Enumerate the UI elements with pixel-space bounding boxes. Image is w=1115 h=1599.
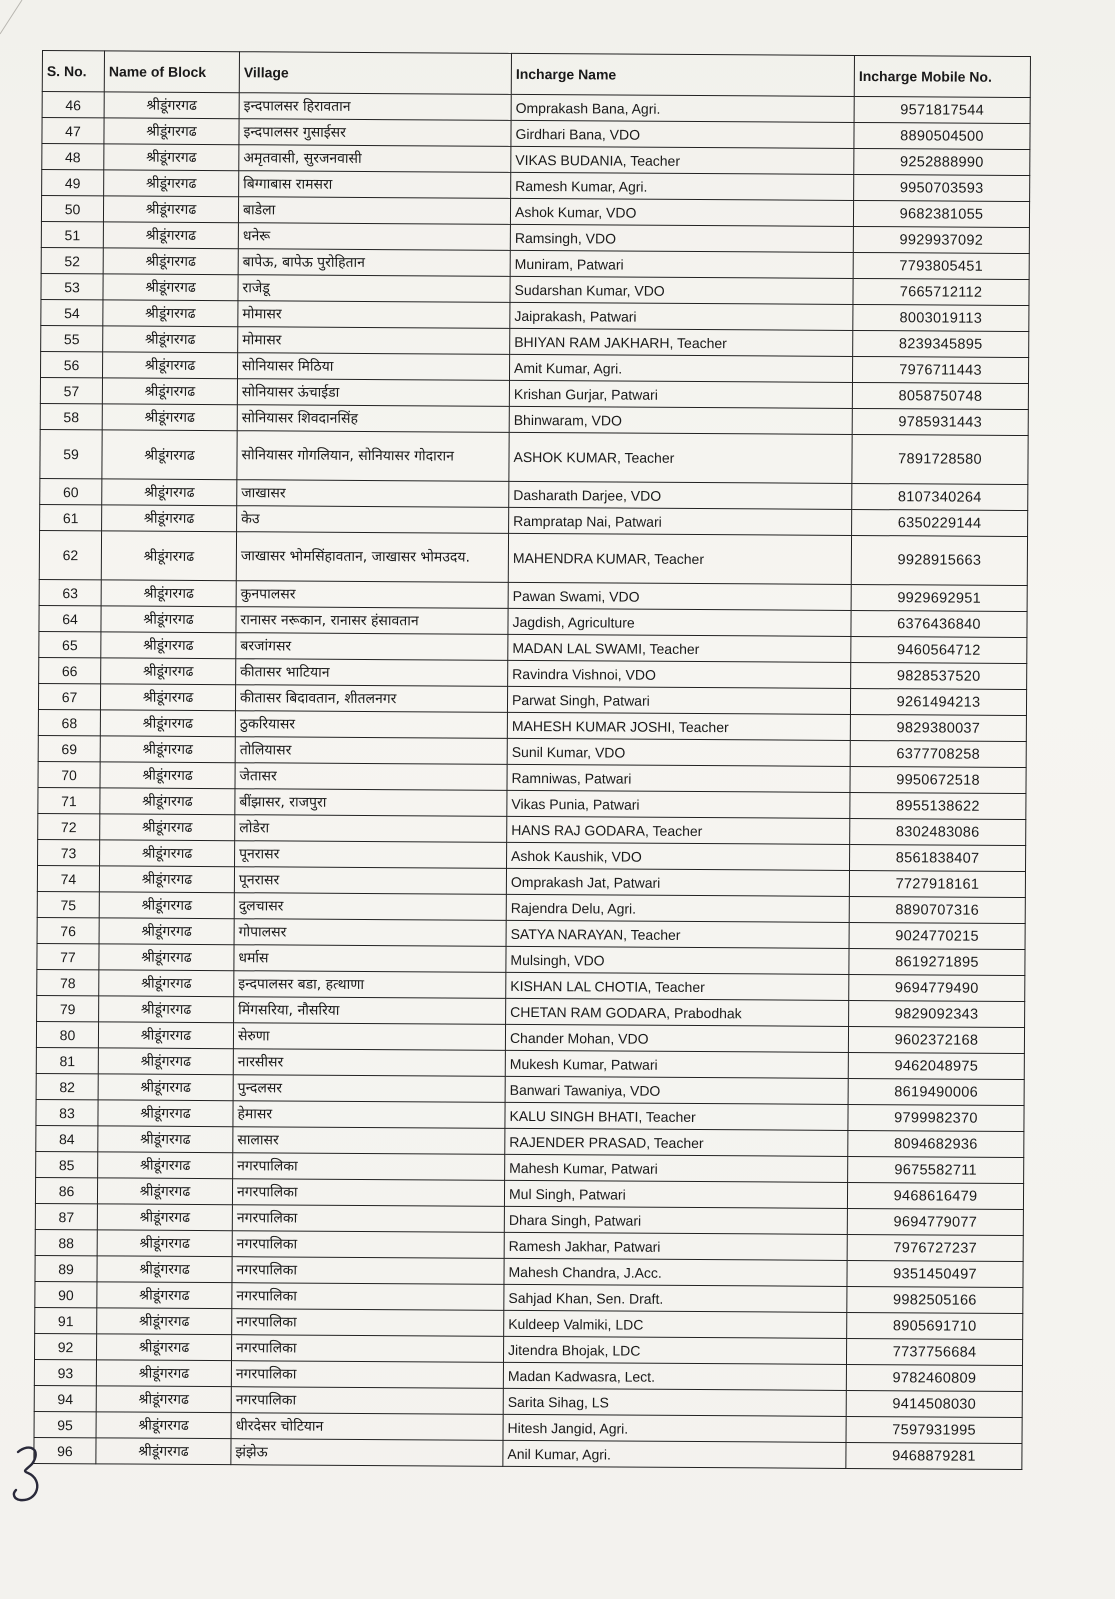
row-incharge-name: Dasharath Darjee, VDO — [509, 481, 852, 509]
row-block: श्रीडूंगरगढ — [100, 736, 235, 763]
row-sno: 54 — [41, 299, 103, 325]
row-incharge-name: Ramsingh, VDO — [510, 224, 853, 252]
row-village: नगरपालिका — [233, 1153, 505, 1181]
row-block: श्रीडूंगरगढ — [98, 1126, 233, 1153]
row-village: धर्मास — [234, 945, 506, 973]
row-sno: 74 — [37, 865, 99, 891]
row-mobile-number: 9252888990 — [854, 148, 1030, 175]
row-incharge-name: Anil Kumar, Agri. — [503, 1440, 846, 1468]
row-sno: 49 — [42, 170, 104, 196]
row-incharge-name: Ashok Kumar, VDO — [510, 198, 853, 226]
row-incharge-name: Krishan Gurjar, Patwari — [509, 380, 852, 408]
row-block: श्रीडूंगरगढ — [97, 1256, 232, 1283]
row-sno: 88 — [35, 1229, 97, 1255]
row-sno: 60 — [40, 478, 102, 504]
row-village: ठुकरियासर — [235, 711, 507, 739]
row-sno: 86 — [35, 1177, 97, 1203]
row-block: श्रीडूंगरगढ — [97, 1282, 232, 1309]
row-village: बाडेला — [238, 197, 510, 225]
row-block: श्रीडूंगरगढ — [102, 378, 237, 405]
row-block: श्रीडूंगरगढ — [101, 632, 236, 659]
row-sno: 70 — [38, 761, 100, 787]
row-village: नगरपालिका — [231, 1387, 503, 1415]
row-block: श्रीडूंगरगढ — [103, 248, 238, 275]
row-block: श्रीडूंगरगढ — [102, 479, 237, 506]
row-village: हेमासर — [233, 1101, 505, 1129]
table-row — [34, 1437, 1022, 1469]
row-sno: 82 — [36, 1073, 98, 1099]
row-incharge-name: Muniram, Patwari — [510, 250, 853, 278]
row-block: श्रीडूंगरगढ — [104, 144, 239, 171]
row-incharge-name: Madan Kadwasra, Lect. — [503, 1362, 846, 1390]
row-sno: 83 — [36, 1099, 98, 1125]
row-sno: 81 — [36, 1047, 98, 1073]
row-incharge-name: Rajendra Delu, Agri. — [506, 894, 849, 922]
row-block: श्रीडूंगरगढ — [100, 710, 235, 737]
row-village: बापेऊ, बापेऊ पुरोहितान — [238, 249, 510, 277]
row-incharge-name: Omprakash Jat, Patwari — [506, 868, 849, 896]
row-incharge-name: Ramniwas, Patwari — [507, 764, 850, 792]
row-mobile-number: 9571817544 — [854, 96, 1030, 123]
row-mobile-number: 8955138622 — [850, 792, 1026, 819]
row-sno: 66 — [39, 657, 101, 683]
row-village: पुन्दलसर — [233, 1075, 505, 1103]
row-block: श्रीडूंगरगढ — [102, 404, 237, 431]
row-mobile-number: 9950672518 — [850, 766, 1026, 793]
row-block: श्रीडूंगरगढ — [99, 892, 234, 919]
row-village: नगरपालिका — [231, 1335, 503, 1363]
row-mobile-number: 7976727237 — [847, 1234, 1023, 1261]
row-sno: 91 — [35, 1307, 97, 1333]
row-incharge-name: Vikas Punia, Patwari — [507, 790, 850, 818]
row-incharge-name: Mukesh Kumar, Patwari — [505, 1050, 848, 1078]
row-incharge-name: KISHAN LAL CHOTIA, Teacher — [506, 972, 849, 1000]
row-sno: 87 — [35, 1203, 97, 1229]
row-sno: 51 — [41, 221, 103, 247]
row-village: सेरुणा — [233, 1023, 505, 1051]
row-mobile-number: 6350229144 — [852, 509, 1028, 536]
row-incharge-name: Banwari Tawaniya, VDO — [505, 1076, 848, 1104]
row-incharge-name: Girdhari Bana, VDO — [511, 120, 854, 148]
row-mobile-number: 7665712112 — [853, 278, 1029, 305]
row-sno: 57 — [40, 377, 102, 403]
row-block: श्रीडूंगरगढ — [96, 1386, 231, 1413]
row-block: श्रीडूंगरगढ — [102, 430, 237, 480]
row-sno: 64 — [39, 605, 101, 631]
row-block: श्रीडूंगरगढ — [103, 196, 238, 223]
row-mobile-number: 8094682936 — [848, 1130, 1024, 1157]
row-block: श्रीडूंगरगढ — [104, 170, 239, 197]
row-mobile-number: 9414508030 — [846, 1390, 1022, 1417]
row-block: श्रीडूंगरगढ — [96, 1438, 231, 1465]
row-village: कुनपालसर — [236, 581, 508, 609]
row-block: श्रीडूंगरगढ — [104, 92, 239, 119]
row-block: श्रीडूंगरगढ — [98, 1152, 233, 1179]
row-block: श्रीडूंगरगढ — [100, 788, 235, 815]
row-sno: 92 — [35, 1333, 97, 1359]
row-block: श्रीडूंगरगढ — [101, 580, 236, 607]
row-block: श्रीडूंगरगढ — [98, 1022, 233, 1049]
row-sno: 75 — [37, 891, 99, 917]
row-mobile-number: 9460564712 — [851, 636, 1027, 663]
row-mobile-number: 9694779490 — [849, 974, 1025, 1001]
row-mobile-number: 7976711443 — [852, 356, 1028, 383]
row-sno: 55 — [41, 325, 103, 351]
row-incharge-name: Chander Mohan, VDO — [505, 1024, 848, 1052]
table-row — [39, 530, 1027, 585]
row-incharge-name: ASHOK KUMAR, Teacher — [509, 432, 852, 483]
row-sno: 52 — [41, 247, 103, 273]
row-sno: 79 — [37, 995, 99, 1021]
row-village: इन्दपालसर बडा, हत्थाणा — [234, 971, 506, 999]
table-row — [40, 429, 1028, 484]
row-incharge-name: Mulsingh, VDO — [506, 946, 849, 974]
row-village: जाखासर भोमसिंहावतान, जाखासर भोमउदय. — [236, 532, 508, 583]
row-incharge-name: Mul Singh, Patwari — [504, 1180, 847, 1208]
row-mobile-number: 9928915663 — [851, 535, 1027, 585]
row-block: श्रीडूंगरगढ — [103, 300, 238, 327]
row-incharge-name: Jaiprakash, Patwari — [510, 302, 853, 330]
row-village: नगरपालिका — [232, 1257, 504, 1285]
row-block: श्रीडूंगरगढ — [97, 1230, 232, 1257]
row-mobile-number: 8905691710 — [847, 1312, 1023, 1339]
row-village: जेतासर — [235, 763, 507, 791]
row-incharge-name: Ashok Kaushik, VDO — [507, 842, 850, 870]
table-header-row — [42, 51, 1030, 98]
row-incharge-name: Mahesh Kumar, Patwari — [505, 1154, 848, 1182]
row-village: सोनियासर ऊंचाईडा — [237, 379, 509, 407]
header-incharge: Incharge Name — [511, 53, 854, 96]
row-mobile-number: 8239345895 — [853, 330, 1029, 357]
row-village: मोमासर — [238, 327, 510, 355]
row-incharge-name: Sarita Sihag, LS — [503, 1388, 846, 1416]
row-sno: 48 — [42, 144, 104, 170]
row-incharge-name: SATYA NARAYAN, Teacher — [506, 920, 849, 948]
row-village: राजेडू — [238, 275, 510, 303]
row-village: सोनियासर शिवदानसिंह — [237, 405, 509, 433]
row-incharge-name: CHETAN RAM GODARA, Prabodhak — [506, 998, 849, 1026]
row-incharge-name: HANS RAJ GODARA, Teacher — [507, 816, 850, 844]
row-incharge-name: RAJENDER PRASAD, Teacher — [505, 1128, 848, 1156]
row-village: नगरपालिका — [232, 1205, 504, 1233]
row-sno: 50 — [41, 196, 103, 222]
row-incharge-name: KALU SINGH BHATI, Teacher — [505, 1102, 848, 1130]
row-mobile-number: 8890707316 — [849, 896, 1025, 923]
row-incharge-name: Omprakash Bana, Agri. — [511, 94, 854, 122]
row-block: श्रीडूंगरगढ — [96, 1334, 231, 1361]
row-block: श्रीडूंगरगढ — [100, 684, 235, 711]
header-village: Village — [239, 52, 511, 95]
row-village: नारसीसर — [233, 1049, 505, 1077]
row-block: श्रीडूंगरगढ — [100, 840, 235, 867]
row-incharge-name: Jagdish, Agriculture — [508, 608, 851, 636]
row-sno: 96 — [34, 1437, 96, 1463]
row-incharge-name: MAHENDRA KUMAR, Teacher — [508, 533, 851, 584]
row-mobile-number: 8619490006 — [848, 1078, 1024, 1105]
row-mobile-number: 8619271895 — [849, 948, 1025, 975]
row-sno: 62 — [39, 530, 101, 579]
row-sno: 59 — [40, 429, 102, 478]
table-body — [34, 92, 1030, 1470]
row-village: सोनियासर गोगलियान, सोनियासर गोदारान — [237, 431, 509, 482]
row-village: दुलचासर — [234, 893, 506, 921]
row-sno: 53 — [41, 273, 103, 299]
row-mobile-number: 8003019113 — [853, 304, 1029, 331]
row-block: श्रीडूंगरगढ — [99, 944, 234, 971]
row-sno: 85 — [36, 1151, 98, 1177]
row-sno: 95 — [34, 1411, 96, 1437]
row-mobile-number: 8890504500 — [854, 122, 1030, 149]
row-village: नगरपालिका — [232, 1179, 504, 1207]
scan-corner-line — [0, 0, 40, 40]
row-block: श्रीडूंगरगढ — [96, 1412, 231, 1439]
row-sno: 89 — [35, 1255, 97, 1281]
row-village: कीतासर बिदावतान, शीतलनगर — [235, 685, 507, 713]
row-mobile-number: 9782460809 — [846, 1364, 1022, 1391]
row-village: पूनरासर — [235, 841, 507, 869]
row-incharge-name: Rampratap Nai, Patwari — [509, 507, 852, 535]
row-village: पूनरासर — [234, 867, 506, 895]
row-block: श्रीडूंगरगढ — [103, 326, 238, 353]
row-block: श्रीडूंगरगढ — [104, 118, 239, 145]
row-incharge-name: Sunil Kumar, VDO — [507, 738, 850, 766]
row-mobile-number: 7727918161 — [849, 870, 1025, 897]
row-block: श्रीडूंगरगढ — [99, 970, 234, 997]
row-village: धीरदेसर चोटियान — [231, 1413, 503, 1441]
row-block: श्रीडूंगरगढ — [97, 1308, 232, 1335]
row-mobile-number: 7891728580 — [852, 434, 1028, 484]
row-block: श्रीडूंगरगढ — [101, 658, 236, 685]
row-village: रानासर नरूकान, रानासर हंसावतान — [236, 607, 508, 635]
row-village: नगरपालिका — [232, 1231, 504, 1259]
row-block: श्रीडूंगरगढ — [97, 1204, 232, 1231]
row-village: मिंगसरिया, नौसरिया — [234, 997, 506, 1025]
row-sno: 61 — [40, 504, 102, 530]
row-incharge-name: VIKAS BUDANIA, Teacher — [511, 146, 854, 174]
row-sno: 84 — [36, 1125, 98, 1151]
row-sno: 90 — [35, 1281, 97, 1307]
row-village: इन्दपालसर गुसाईसर — [239, 119, 511, 147]
row-mobile-number: 9799982370 — [848, 1104, 1024, 1131]
row-sno: 68 — [38, 709, 100, 735]
row-incharge-name: MAHESH KUMAR JOSHI, Teacher — [507, 712, 850, 740]
row-sno: 47 — [42, 118, 104, 144]
row-mobile-number: 6377708258 — [850, 740, 1026, 767]
row-mobile-number: 8302483086 — [850, 818, 1026, 845]
row-block: श्रीडूंगरगढ — [97, 1178, 232, 1205]
row-sno: 63 — [39, 579, 101, 605]
row-village: जाखासर — [237, 480, 509, 508]
row-incharge-name: Ramesh Kumar, Agri. — [511, 172, 854, 200]
row-sno: 80 — [36, 1021, 98, 1047]
row-mobile-number: 9950703593 — [854, 174, 1030, 201]
row-sno: 76 — [37, 917, 99, 943]
row-village: इन्दपालसर हिरावतान — [239, 93, 511, 121]
row-mobile-number: 8107340264 — [852, 483, 1028, 510]
row-village: तोलियासर — [235, 737, 507, 765]
row-block: श्रीडूंगरगढ — [98, 1074, 233, 1101]
row-block: श्रीडूंगरगढ — [100, 762, 235, 789]
row-block: श्रीडूंगरगढ — [100, 814, 235, 841]
row-village: अमृतवासी, सुरजनवासी — [239, 145, 511, 173]
row-village: बींझासर, राजपुरा — [235, 789, 507, 817]
row-incharge-name: MADAN LAL SWAMI, Teacher — [508, 634, 851, 662]
row-mobile-number: 9982505166 — [847, 1286, 1023, 1313]
row-block: श्रीडूंगरगढ — [98, 1048, 233, 1075]
row-mobile-number: 9602372168 — [848, 1026, 1024, 1053]
row-incharge-name: Pawan Swami, VDO — [508, 582, 851, 610]
row-mobile-number: 9468616479 — [847, 1182, 1023, 1209]
row-village: बरजांगसर — [236, 633, 508, 661]
row-block: श्रीडूंगरगढ — [96, 1360, 231, 1387]
row-village: मोमासर — [238, 301, 510, 329]
row-incharge-name: Kuldeep Valmiki, LDC — [504, 1310, 847, 1338]
row-mobile-number: 9468879281 — [846, 1442, 1022, 1469]
handwritten-page-number — [8, 1440, 48, 1510]
row-mobile-number: 9675582711 — [848, 1156, 1024, 1183]
row-village: बिग्गाबास रामसरा — [239, 171, 511, 199]
header-sno: S. No. — [42, 51, 104, 92]
row-mobile-number: 9462048975 — [848, 1052, 1024, 1079]
row-block: श्रीडूंगरगढ — [99, 866, 234, 893]
incharge-table — [33, 50, 1031, 1470]
row-village: गोपालसर — [234, 919, 506, 947]
row-mobile-number: 8561838407 — [850, 844, 1026, 871]
row-incharge-name: Sahjad Khan, Sen. Draft. — [504, 1284, 847, 1312]
row-mobile-number: 9024770215 — [849, 922, 1025, 949]
row-block: श्रीडूंगरगढ — [103, 222, 238, 249]
row-sno: 58 — [40, 403, 102, 429]
row-mobile-number: 8058750748 — [852, 382, 1028, 409]
row-incharge-name: Sudarshan Kumar, VDO — [510, 276, 853, 304]
row-incharge-name: Parwat Singh, Patwari — [507, 686, 850, 714]
row-incharge-name: Amit Kumar, Agri. — [509, 354, 852, 382]
row-sno: 56 — [40, 351, 102, 377]
row-mobile-number: 7737756684 — [846, 1338, 1022, 1365]
row-mobile-number: 9929937092 — [853, 226, 1029, 253]
row-mobile-number: 9351450497 — [847, 1260, 1023, 1287]
row-village: नगरपालिका — [232, 1309, 504, 1337]
row-sno: 69 — [38, 735, 100, 761]
row-mobile-number: 9785931443 — [852, 408, 1028, 435]
row-mobile-number: 7793805451 — [853, 252, 1029, 279]
row-incharge-name: BHIYAN RAM JAKHARH, Teacher — [510, 328, 853, 356]
row-mobile-number: 9261494213 — [850, 688, 1026, 715]
row-block: श्रीडूंगरगढ — [102, 505, 237, 532]
row-village: लोडेरा — [235, 815, 507, 843]
row-sno: 77 — [37, 943, 99, 969]
row-village: कीतासर भाटियान — [236, 659, 508, 687]
row-mobile-number: 7597931995 — [846, 1416, 1022, 1443]
row-mobile-number: 6376436840 — [851, 610, 1027, 637]
row-sno: 65 — [39, 631, 101, 657]
row-incharge-name: Mahesh Chandra, J.Acc. — [504, 1258, 847, 1286]
row-village: नगरपालिका — [231, 1361, 503, 1389]
row-block: श्रीडूंगरगढ — [101, 531, 236, 581]
row-mobile-number: 9829380037 — [850, 714, 1026, 741]
row-mobile-number: 9829092343 — [849, 1000, 1025, 1027]
row-mobile-number: 9682381055 — [853, 200, 1029, 227]
row-block: श्रीडूंगरगढ — [102, 352, 237, 379]
row-sno: 67 — [38, 683, 100, 709]
row-village: सोनियासर मिठिया — [237, 353, 509, 381]
row-incharge-name: Dhara Singh, Patwari — [504, 1206, 847, 1234]
row-village: नगरपालिका — [232, 1283, 504, 1311]
header-block: Name of Block — [104, 51, 239, 93]
row-village: धनेरू — [238, 223, 510, 251]
row-mobile-number: 9694779077 — [847, 1208, 1023, 1235]
row-village: केउ — [237, 506, 509, 534]
row-sno: 94 — [34, 1385, 96, 1411]
row-village: सालासर — [233, 1127, 505, 1155]
row-incharge-name: Ramesh Jakhar, Patwari — [504, 1232, 847, 1260]
row-block: श्रीडूंगरगढ — [98, 1100, 233, 1127]
row-sno: 73 — [38, 839, 100, 865]
row-sno: 93 — [34, 1359, 96, 1385]
row-incharge-name: Hitesh Jangid, Agri. — [503, 1414, 846, 1442]
header-mobile: Incharge Mobile No. — [854, 55, 1030, 97]
row-mobile-number: 9929692951 — [851, 584, 1027, 611]
row-sno: 71 — [38, 787, 100, 813]
row-incharge-name: Jitendra Bhojak, LDC — [503, 1336, 846, 1364]
row-incharge-name: Ravindra Vishnoi, VDO — [508, 660, 851, 688]
row-block: श्रीडूंगरगढ — [99, 918, 234, 945]
row-village: झंझेऊ — [231, 1439, 503, 1467]
row-block: श्रीडूंगरगढ — [103, 274, 238, 301]
row-incharge-name: Bhinwaram, VDO — [509, 406, 852, 434]
row-sno: 78 — [37, 969, 99, 995]
row-block: श्रीडूंगरगढ — [101, 606, 236, 633]
row-mobile-number: 9828537520 — [851, 662, 1027, 689]
row-sno: 72 — [38, 813, 100, 839]
row-block: श्रीडूंगरगढ — [99, 996, 234, 1023]
row-sno: 46 — [42, 92, 104, 118]
